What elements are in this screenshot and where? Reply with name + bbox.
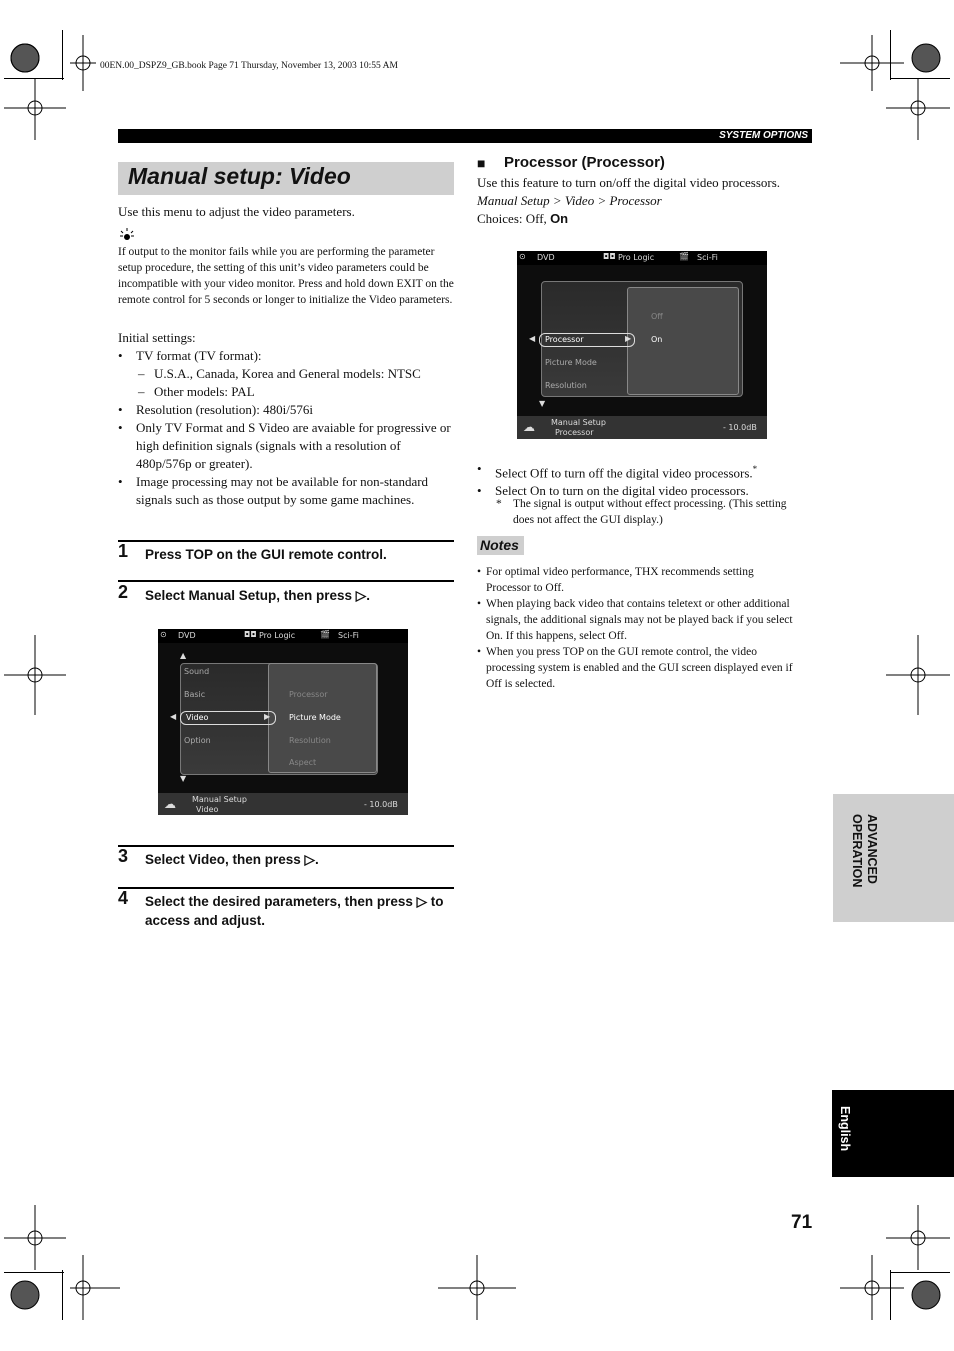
gui-menu-item[interactable]: Video [186, 713, 209, 722]
bullet-tv-format-pal: Other models: PAL [154, 384, 255, 399]
step-number: 1 [118, 541, 129, 561]
dolby-icon: ◘◘ [603, 252, 616, 261]
gui-footer-title: Manual Setup [192, 795, 247, 804]
notes-list: • For optimal video performance, THX recommends setting Processor to Off. • When playing back video that contains teletext or other additional signals, the additional signals may not be played back if you select On. If this happens, select Off. • When you press TOP on the GUI remote control, the video processing system is enabled and the GUI screen displayed even if Off is selected. [477, 566, 793, 690]
step-rule [118, 845, 454, 847]
bullet-tv-format: TV format (TV format): [136, 348, 262, 363]
bullet-resolution: Resolution (resolution): 480i/576i [136, 402, 313, 417]
gui-volume: - 10.0dB [723, 423, 757, 432]
gui-footer-title: Manual Setup [551, 418, 606, 427]
gui-program: Sci-Fi [697, 253, 718, 262]
note-item: When playing back video that contains teletext or other additional signals, the additional signals may not be played back if you select On. If this happens, select Off. [486, 598, 793, 642]
gui-source: DVD [178, 631, 196, 640]
up-arrow-icon: ▲ [180, 651, 187, 660]
gui-option[interactable]: Off [651, 312, 663, 321]
step-rule [118, 887, 454, 889]
heading-marker: ■ [477, 155, 486, 171]
bullet-off: Select Off to turn off the digital video processors. [495, 465, 753, 481]
gui-submenu-item[interactable]: Resolution [289, 736, 331, 745]
page-title: Manual setup: Video [128, 163, 351, 189]
gui-program: Sci-Fi [338, 631, 359, 640]
dolby-icon: ◘◘ [244, 630, 257, 639]
footnote-text: The signal is output without effect processing. (This setting does not affect the GUI display.) [513, 498, 787, 526]
menu-path: Manual Setup > Video > Processor [477, 193, 662, 208]
print-info: 00EN.00_DSPZ9_GB.book Page 71 Thursday, November 13, 2003 10:55 AM [100, 61, 398, 71]
gui-menu-item[interactable]: Option [184, 736, 211, 745]
notes-label: Notes [477, 536, 524, 555]
gui-footer-icon: ☁ [164, 797, 176, 811]
step-number: 2 [118, 582, 129, 602]
section-header-bar [118, 129, 812, 143]
footnote-mark: * [496, 498, 502, 510]
left-arrow-icon: ◀ [529, 334, 536, 343]
step-number: 3 [118, 846, 129, 866]
side-tab-english [832, 1090, 954, 1177]
side-tab-label: English [838, 1106, 852, 1152]
gui-mode: Pro Logic [618, 253, 655, 262]
down-arrow-icon: ▼ [539, 399, 546, 408]
gui-option[interactable]: On [651, 335, 663, 344]
side-tab-label: ADVANCED OPERATION [850, 814, 879, 888]
page-title-box [118, 162, 454, 195]
bullet-on: Select On to turn on the digital video processors. [495, 483, 749, 499]
gui-submenu-item[interactable]: Picture Mode [289, 713, 341, 722]
footnote-ref: * [752, 464, 758, 474]
step-text: Select Manual Setup, then press ▷. [145, 588, 370, 603]
tip-icon [120, 228, 134, 242]
gui-screenshot-processor [517, 251, 767, 439]
disc-icon: ⊙ [160, 630, 167, 639]
gui-mode: Pro Logic [259, 631, 296, 640]
disc-icon: ⊙ [519, 252, 526, 261]
gui-menu-item[interactable]: Picture Mode [545, 358, 597, 367]
gui-screenshot-video [158, 629, 408, 815]
section-heading: Processor (Processor) [504, 154, 665, 171]
step-number: 4 [118, 888, 129, 908]
note-item: For optimal video performance, THX recommends setting Processor to Off. [486, 566, 754, 594]
gui-submenu-item[interactable]: Aspect [289, 758, 317, 767]
right-arrow-icon: ▶ [264, 712, 271, 721]
gui-menu-item[interactable]: Sound [184, 667, 210, 676]
gui-footer-icon: ☁ [523, 420, 535, 434]
left-arrow-icon: ◀ [170, 712, 177, 721]
gui-menu-item[interactable]: Processor [545, 335, 584, 344]
right-arrow-icon: ▶ [625, 334, 632, 343]
gui-menu-item[interactable]: Resolution [545, 381, 587, 390]
processor-desc: Use this feature to turn on/off the digital video processors. [477, 175, 781, 190]
step-text: Press TOP on the GUI remote control. [145, 547, 387, 562]
step-rule [118, 580, 454, 582]
gui-footer-subtitle: Processor [555, 428, 594, 437]
choices-default: On [550, 211, 569, 226]
intro-text: Use this menu to adjust the video parameters. [118, 204, 355, 219]
step-text: Select the desired parameters, then press ▷ to access and adjust. [145, 894, 444, 928]
step-text: Select Video, then press ▷. [145, 852, 319, 867]
page-number: 71 [791, 1212, 813, 1233]
gui-source: DVD [537, 253, 555, 262]
side-tab-advanced-operation [833, 794, 954, 922]
bullet-tv-format-ntsc: U.S.A., Canada, Korea and General models: NTSC [154, 366, 421, 381]
tip-text: If output to the monitor fails while you are performing the parameter setup procedure, the setting of this unit’s video parameters could be incompatible with your video monitor. Press and hold down EXIT on the remote control for 5 seconds or longer to initialize the Video parameters. [118, 246, 454, 306]
gui-footer-subtitle: Video [196, 805, 219, 814]
bullet-list: • TV format (TV format): – U.S.A., Canada, Korea and General models: NTSC – Other models: PAL • Resolution (resolution): 480i/576i • Only TV Format and S Video are avaiable for progressive or high definition signals (signals with a resolution of 480p/576p or greater). • Image processing may not be available for non-standard signals such as those output by some game machines. [118, 348, 451, 507]
note-item: When you press TOP on the GUI remote control, the video processing system is enabled and the GUI screen displayed even if Off is selected. [486, 646, 793, 690]
gui-volume: - 10.0dB [364, 800, 398, 809]
gui-subpanel [627, 287, 739, 395]
section-header: SYSTEM OPTIONS [719, 130, 808, 141]
processor-bullets: • Select Off to turn off the digital video processors.* • Select On to turn on the digital video processors. [477, 461, 758, 499]
bullet-tv-format-only: Only TV Format and S Video are avaiable for progressive or high definition signals (signals with a resolution of 480p/576p or greater). [136, 420, 451, 471]
clapper-icon: 🎬 [679, 252, 689, 261]
choices-line [477, 210, 568, 228]
gui-menu-item[interactable]: Basic [184, 690, 206, 699]
choices-label: Choices: Off, [477, 211, 551, 226]
down-arrow-icon: ▼ [180, 774, 187, 783]
footnote [496, 496, 796, 528]
bullet-image-processing: Image processing may not be available for non-standard signals such as those output by some game machines. [136, 474, 429, 507]
gui-submenu-item[interactable]: Processor [289, 690, 328, 699]
initial-settings-label: Initial settings: [118, 330, 196, 345]
clapper-icon: 🎬 [320, 630, 330, 639]
step-rule [118, 540, 454, 542]
